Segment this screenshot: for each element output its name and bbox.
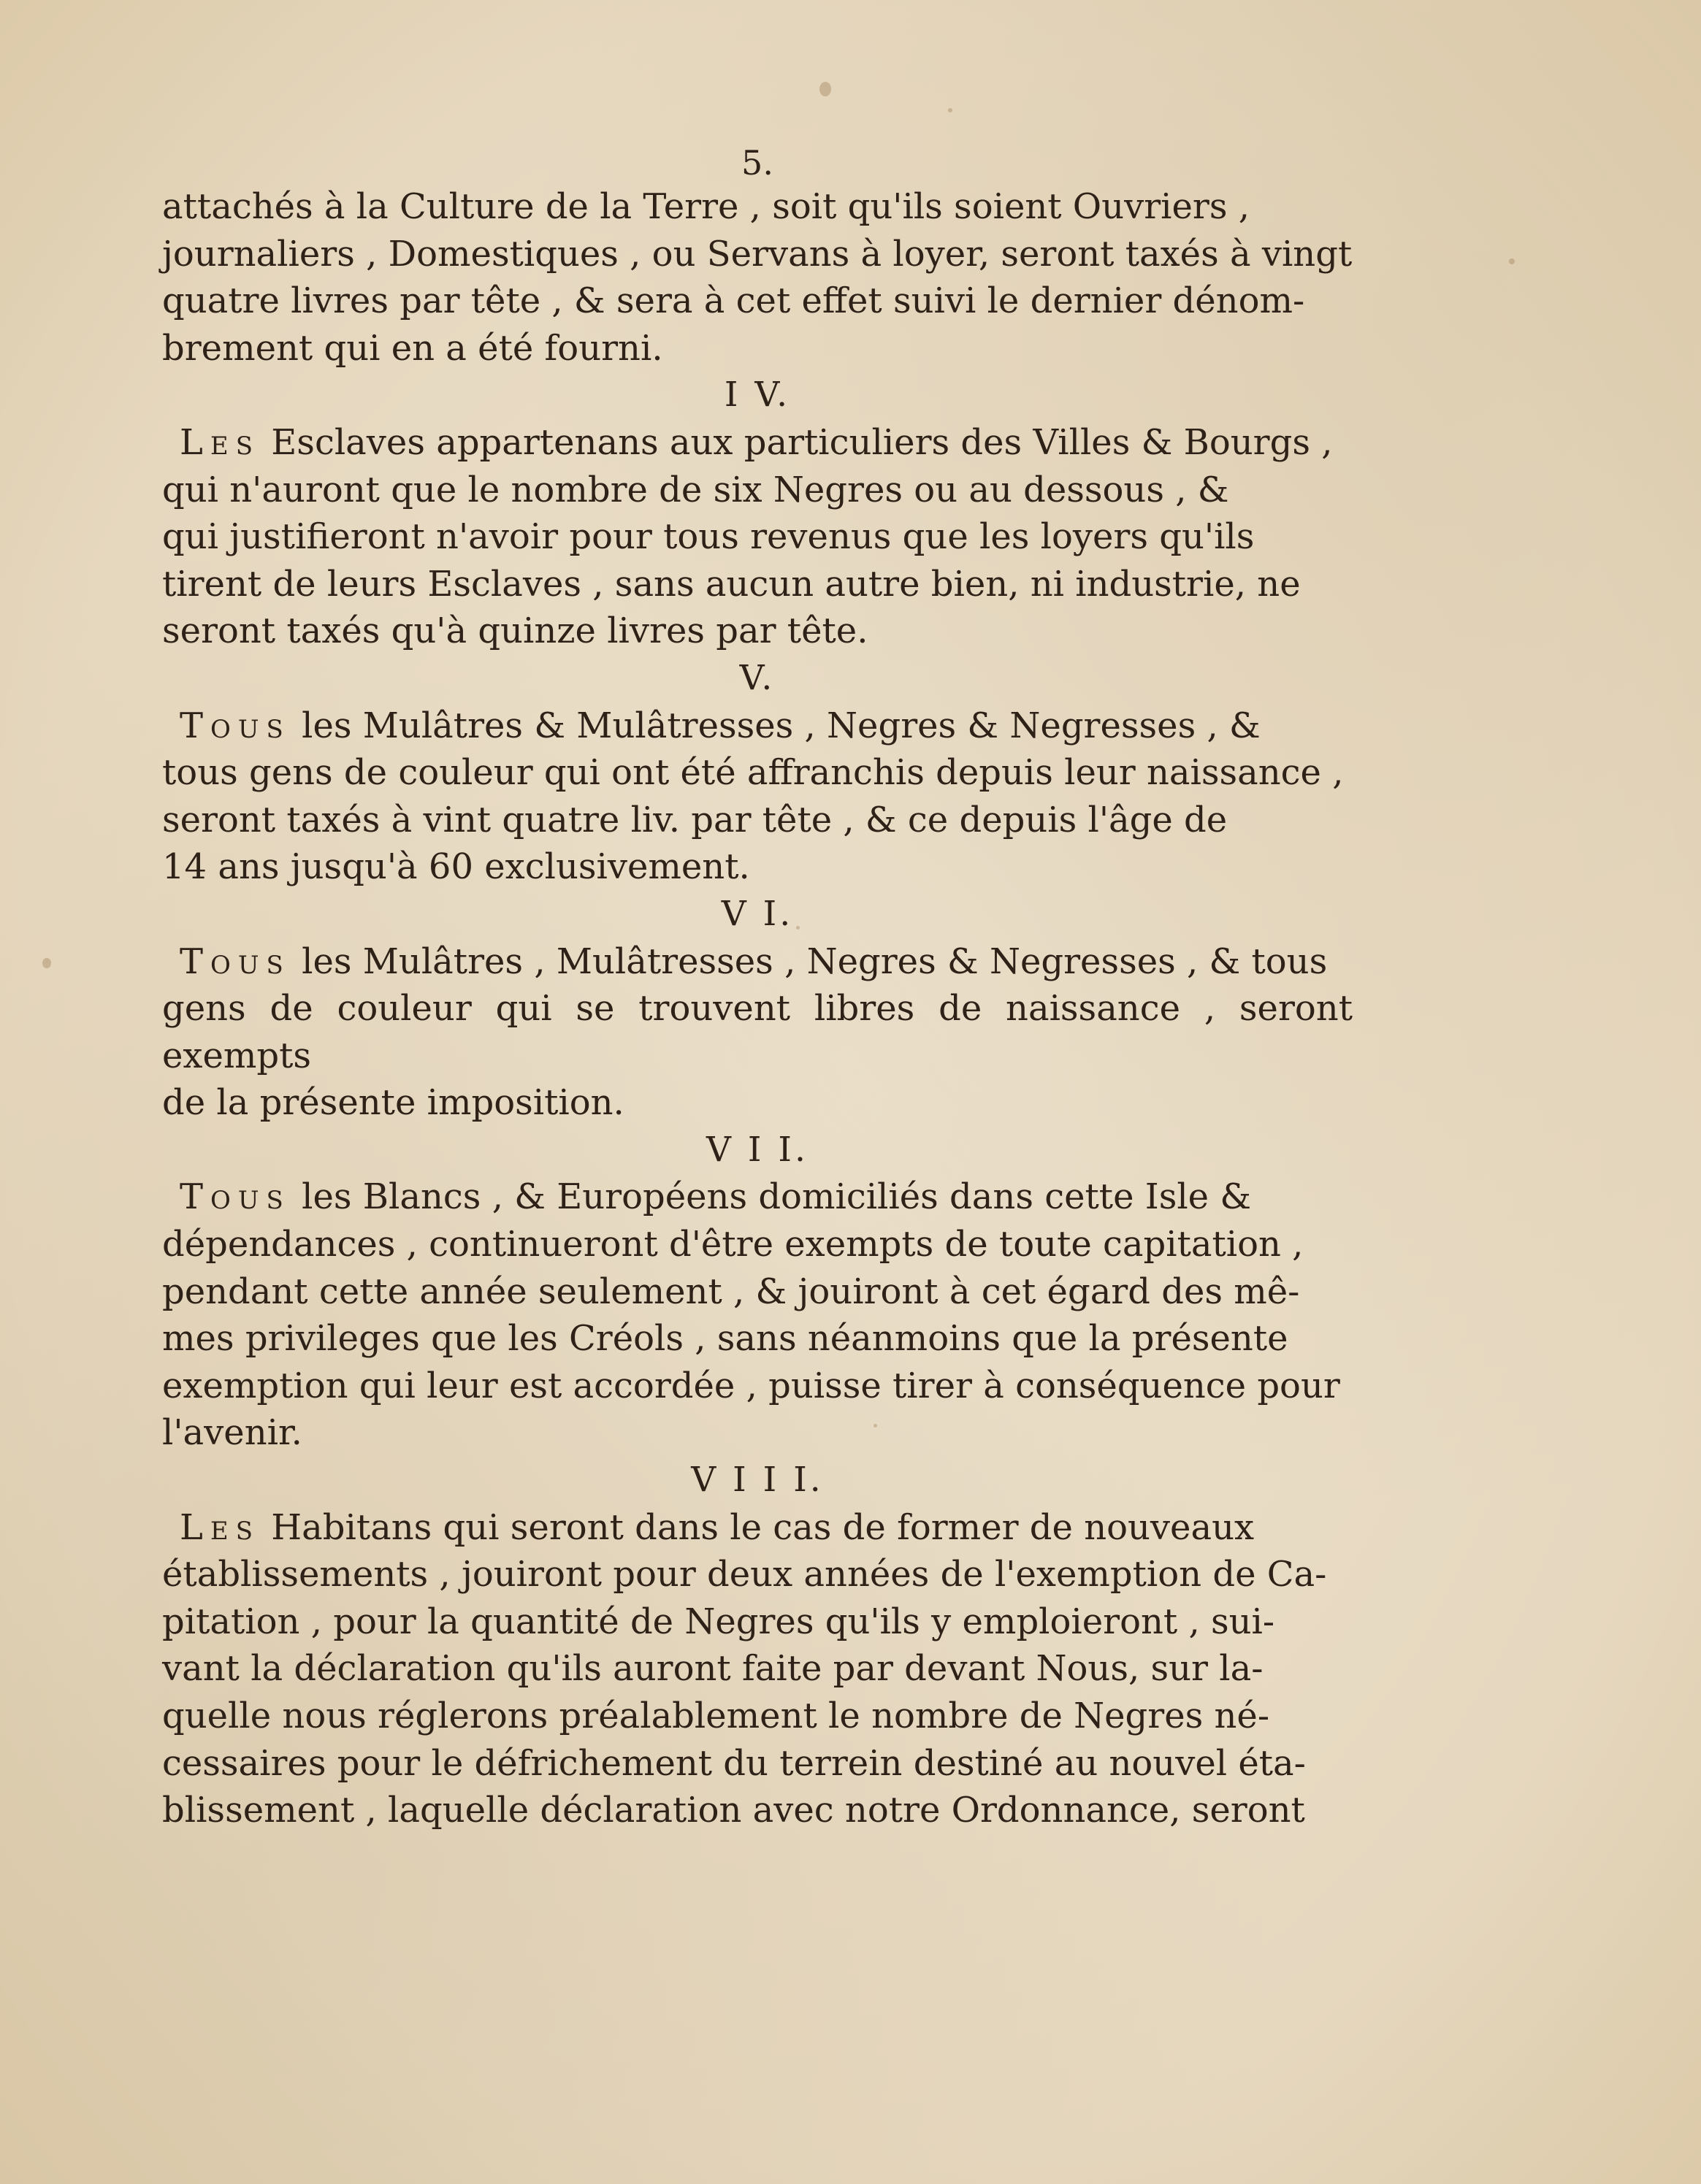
text-line: journaliers , Domestiques , ou Servans à loyer, seront taxés à vingt: [162, 233, 1353, 275]
text-line: pitation , pour la quantité de Negres qu'ils y emploieront , sui-: [162, 1601, 1275, 1642]
text-line: dépendances , continueront d'être exempts de toute capitation ,: [162, 1224, 1304, 1265]
text-line: blissement , laquelle déclaration avec notre Ordonnance, seront: [162, 1790, 1305, 1831]
text-line: gens de couleur qui se trouvent libres de naissance , seront exempts: [162, 988, 1353, 1076]
text-line: brement qui en a été fourni.: [162, 327, 663, 369]
article-paragraph: [162, 1173, 1353, 1457]
article-paragraph: [162, 1504, 1353, 1834]
text-line: quatre livres par tête , & sera à cet effet suivi le dernier dénom-: [162, 280, 1305, 322]
text-line: cessaires pour le défrichement du terrein destiné au nouvel éta-: [162, 1742, 1306, 1784]
text-line: qui n'auront que le nombre de six Negres ou au dessous , &: [162, 469, 1229, 510]
article-paragraph: [162, 938, 1353, 1127]
paragraph-continuation: [162, 183, 1353, 372]
text-line: 14 ans jusqu'à 60 exclusivement.: [162, 846, 750, 888]
text-line: les Mulâtres & Mulâtresses , Negres & Negresses , &: [302, 705, 1261, 746]
paper-stain: [1509, 258, 1515, 264]
article-heading: I V.: [724, 375, 791, 415]
text-line: mes privileges que les Créols , sans néanmoins que la présente: [162, 1318, 1288, 1360]
text-line: quelle nous réglerons préalablement le nombre de Negres né-: [162, 1696, 1270, 1736]
article-heading: V I I I.: [691, 1460, 824, 1501]
page-text: [162, 142, 1353, 1834]
text-line: les Mulâtres , Mulâtresses , Negres & Negresses , & tous: [302, 940, 1328, 982]
article-paragraph: [162, 702, 1353, 891]
paper-stain: [948, 108, 952, 112]
page-number: 5.: [741, 143, 773, 183]
paper-stain: [42, 958, 51, 968]
text-line: seront taxés à vint quatre liv. par tête , & ce depuis l'âge de: [162, 799, 1228, 840]
paragraph-lead-word: Les: [180, 421, 260, 463]
article-paragraph: [162, 419, 1353, 655]
text-line: vant la déclaration qu'ils auront faite par devant Nous, sur la-: [162, 1648, 1264, 1690]
text-line: tirent de leurs Esclaves , sans aucun autre bien, ni industrie, ne: [162, 563, 1301, 605]
article-heading: V.: [739, 657, 776, 698]
text-line: pendant cette année seulement , & jouiront à cet égard des mê-: [162, 1271, 1300, 1312]
text-line: qui justifieront n'avoir pour tous revenus que les loyers qu'ils: [162, 516, 1255, 558]
text-line: exemption qui leur est accordée , puisse tirer à conséquence pour: [162, 1365, 1340, 1406]
text-line: l'avenir.: [162, 1412, 302, 1454]
paragraph-lead-word: Tous: [180, 705, 291, 746]
paragraph-lead-word: Les: [180, 1506, 260, 1548]
paper-stain: [819, 82, 831, 96]
paragraph-lead-word: Tous: [180, 1176, 291, 1218]
text-line: Habitans qui seront dans le cas de former de nouveaux: [271, 1506, 1255, 1548]
text-line: établissements , jouiront pour deux années de l'exemption de Ca-: [162, 1554, 1327, 1595]
text-line: attachés à la Culture de la Terre , soit qu'ils soient Ouvriers ,: [162, 186, 1250, 227]
text-line: Esclaves appartenans aux particuliers des Villes & Bourgs ,: [271, 421, 1333, 463]
article-heading: V I.: [721, 893, 794, 934]
paragraph-lead-word: Tous: [180, 940, 291, 982]
text-line: tous gens de couleur qui ont été affranchis depuis leur naissance ,: [162, 752, 1344, 794]
text-line: seront taxés qu'à quinze livres par tête.: [162, 610, 868, 652]
text-line: de la présente imposition.: [162, 1082, 624, 1124]
text-line: les Blancs , & Européens domiciliés dans cette Isle &: [302, 1176, 1252, 1218]
article-heading: V I I.: [706, 1129, 809, 1170]
